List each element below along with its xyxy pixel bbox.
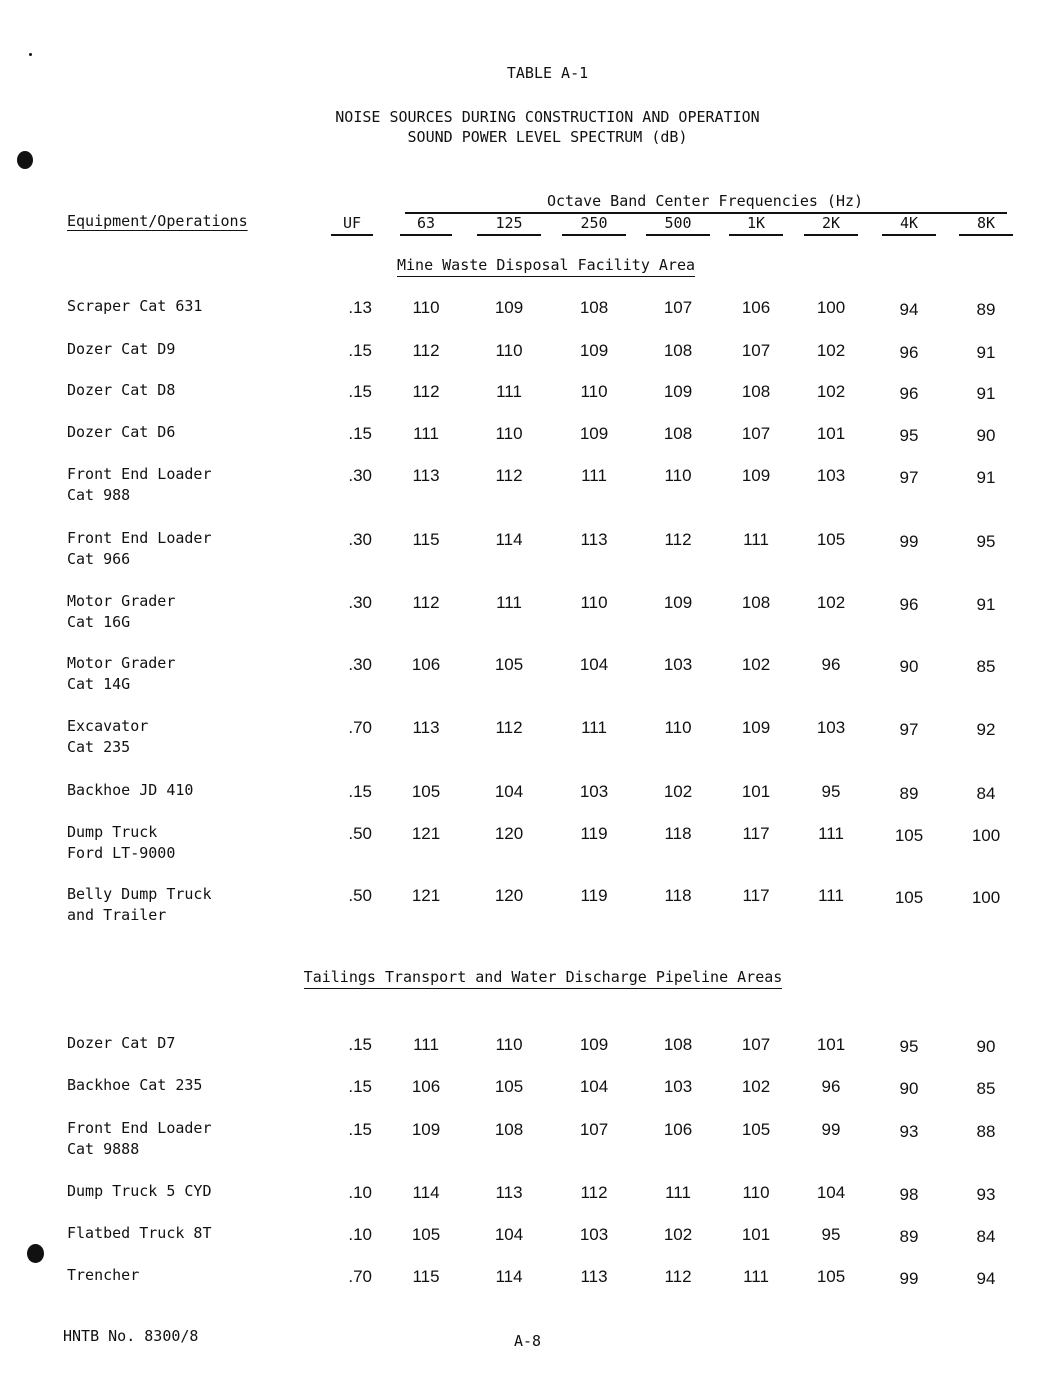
equipment-name: Trencher bbox=[67, 1266, 140, 1284]
level-63: 115 bbox=[412, 1267, 440, 1286]
level-4k: 96 bbox=[899, 384, 919, 403]
equipment-name: Scraper Cat 631 bbox=[67, 297, 203, 315]
usage-factor: .30 bbox=[348, 466, 372, 485]
frequency-header-125: 125 bbox=[495, 214, 523, 232]
frequency-header-underline bbox=[646, 234, 710, 236]
level-4k: 105 bbox=[894, 826, 924, 845]
level-63: 105 bbox=[411, 782, 441, 801]
level-8k: 95 bbox=[976, 532, 996, 551]
level-500: 111 bbox=[665, 1183, 691, 1202]
equipment-name: Belly Dump Truck and Trailer bbox=[67, 885, 212, 924]
level-500: 108 bbox=[663, 424, 693, 443]
usage-factor: .70 bbox=[348, 1267, 372, 1286]
level-500: 108 bbox=[663, 1035, 693, 1054]
level-250: 107 bbox=[579, 1120, 609, 1139]
level-500: 112 bbox=[664, 1267, 692, 1286]
level-4k: 96 bbox=[899, 595, 919, 614]
level-1k: 109 bbox=[741, 718, 771, 737]
level-500: 118 bbox=[664, 886, 692, 905]
level-8k: 93 bbox=[976, 1185, 996, 1204]
equipment-name: Front End Loader Cat 9888 bbox=[67, 1119, 212, 1158]
level-63: 115 bbox=[412, 530, 440, 549]
level-8k: 85 bbox=[976, 657, 996, 676]
level-250: 109 bbox=[579, 341, 609, 360]
level-8k: 88 bbox=[976, 1122, 996, 1141]
level-4k: 90 bbox=[899, 657, 919, 676]
level-125: 109 bbox=[494, 298, 524, 317]
level-8k: 92 bbox=[976, 720, 996, 739]
frequency-header-4k: 4K bbox=[899, 214, 919, 232]
level-63: 113 bbox=[412, 718, 440, 737]
level-4k: 97 bbox=[899, 720, 919, 739]
level-63: 121 bbox=[411, 824, 441, 843]
usage-factor: .15 bbox=[348, 782, 372, 801]
level-125: 114 bbox=[495, 530, 523, 549]
level-2k: 95 bbox=[821, 1225, 841, 1244]
level-125: 110 bbox=[495, 341, 523, 360]
level-2k: 95 bbox=[821, 782, 841, 801]
level-250: 104 bbox=[579, 1077, 609, 1096]
equipment-name: Flatbed Truck 8T bbox=[67, 1224, 212, 1242]
frequency-header-63: 63 bbox=[416, 214, 436, 232]
level-500: 108 bbox=[663, 341, 693, 360]
equipment-name: Motor Grader Cat 14G bbox=[67, 654, 176, 693]
level-1k: 117 bbox=[742, 824, 770, 843]
level-2k: 96 bbox=[821, 1077, 841, 1096]
level-63: 114 bbox=[412, 1183, 440, 1202]
level-500: 102 bbox=[663, 1225, 693, 1244]
level-250: 109 bbox=[579, 424, 609, 443]
frequency-header-underline bbox=[477, 234, 541, 236]
level-8k: 90 bbox=[976, 1037, 996, 1056]
section-title-text: Mine Waste Disposal Facility Area bbox=[397, 256, 695, 277]
level-500: 118 bbox=[664, 824, 692, 843]
level-4k: 90 bbox=[899, 1079, 919, 1098]
level-1k: 111 bbox=[743, 1267, 769, 1286]
equipment-name: Dump Truck Ford LT-9000 bbox=[67, 823, 176, 862]
level-2k: 104 bbox=[816, 1183, 846, 1202]
level-1k: 105 bbox=[741, 1120, 771, 1139]
equipment-name: Motor Grader Cat 16G bbox=[67, 592, 176, 631]
equipment-header: Equipment/Operations bbox=[67, 212, 248, 230]
level-1k: 106 bbox=[741, 298, 771, 317]
level-4k: 94 bbox=[899, 300, 919, 319]
level-8k: 84 bbox=[976, 784, 996, 803]
frequency-header-1k: 1K bbox=[746, 214, 766, 232]
level-500: 106 bbox=[663, 1120, 693, 1139]
level-4k: 99 bbox=[899, 1269, 919, 1288]
level-2k: 96 bbox=[821, 655, 841, 674]
level-63: 110 bbox=[412, 298, 440, 317]
level-250: 110 bbox=[580, 382, 608, 401]
level-250: 113 bbox=[580, 1267, 608, 1286]
level-2k: 103 bbox=[816, 718, 846, 737]
level-1k: 117 bbox=[742, 886, 770, 905]
frequency-header-underline bbox=[804, 234, 858, 236]
punch-hole-top bbox=[17, 151, 33, 169]
level-500: 109 bbox=[663, 382, 693, 401]
level-500: 110 bbox=[664, 466, 692, 485]
level-125: 114 bbox=[495, 1267, 523, 1286]
level-125: 111 bbox=[496, 593, 522, 612]
usage-factor: .50 bbox=[348, 824, 372, 843]
level-2k: 102 bbox=[816, 341, 846, 360]
level-4k: 99 bbox=[899, 532, 919, 551]
level-2k: 101 bbox=[816, 1035, 846, 1054]
table-subtitle-line1: NOISE SOURCES DURING CONSTRUCTION AND OPERATION bbox=[335, 108, 760, 126]
footer-document-number: HNTB No. 8300/8 bbox=[63, 1327, 199, 1345]
level-1k: 101 bbox=[741, 1225, 771, 1244]
level-4k: 97 bbox=[899, 468, 919, 487]
usage-factor: .15 bbox=[348, 1077, 372, 1096]
speck-mark bbox=[29, 53, 32, 56]
equipment-name: Front End Loader Cat 988 bbox=[67, 465, 212, 504]
equipment-name: Dozer Cat D7 bbox=[67, 1034, 176, 1052]
octave-band-label: Octave Band Center Frequencies (Hz) bbox=[546, 192, 864, 210]
level-63: 109 bbox=[411, 1120, 441, 1139]
level-4k: 95 bbox=[899, 1037, 919, 1056]
level-8k: 91 bbox=[976, 595, 996, 614]
usage-factor: .30 bbox=[348, 593, 372, 612]
level-2k: 105 bbox=[816, 530, 846, 549]
level-125: 104 bbox=[494, 782, 524, 801]
usage-factor: .13 bbox=[348, 298, 372, 317]
level-2k: 101 bbox=[816, 424, 846, 443]
level-1k: 108 bbox=[741, 382, 771, 401]
uf-header: UF bbox=[342, 214, 362, 232]
level-1k: 111 bbox=[743, 530, 769, 549]
level-500: 107 bbox=[663, 298, 693, 317]
level-500: 103 bbox=[663, 655, 693, 674]
usage-factor: .10 bbox=[348, 1225, 372, 1244]
frequency-header-underline bbox=[959, 234, 1013, 236]
level-250: 113 bbox=[580, 530, 608, 549]
usage-factor: .30 bbox=[348, 530, 372, 549]
usage-factor: .70 bbox=[348, 718, 372, 737]
level-4k: 105 bbox=[894, 888, 924, 907]
level-8k: 90 bbox=[976, 426, 996, 445]
usage-factor: .50 bbox=[348, 886, 372, 905]
level-8k: 100 bbox=[971, 826, 1001, 845]
level-2k: 111 bbox=[818, 824, 844, 843]
level-125: 110 bbox=[495, 424, 523, 443]
level-1k: 107 bbox=[741, 424, 771, 443]
level-250: 111 bbox=[581, 718, 607, 737]
level-1k: 108 bbox=[741, 593, 771, 612]
level-2k: 102 bbox=[816, 593, 846, 612]
level-250: 108 bbox=[579, 298, 609, 317]
level-4k: 95 bbox=[899, 426, 919, 445]
level-63: 106 bbox=[411, 1077, 441, 1096]
level-2k: 105 bbox=[816, 1267, 846, 1286]
level-4k: 89 bbox=[899, 1227, 919, 1246]
equipment-name: Dozer Cat D6 bbox=[67, 423, 176, 441]
level-125: 111 bbox=[496, 382, 522, 401]
level-500: 103 bbox=[663, 1077, 693, 1096]
uf-header-underline bbox=[331, 234, 373, 236]
level-2k: 103 bbox=[816, 466, 846, 485]
level-250: 119 bbox=[580, 886, 608, 905]
level-2k: 111 bbox=[818, 886, 844, 905]
level-8k: 84 bbox=[976, 1227, 996, 1246]
level-4k: 96 bbox=[899, 343, 919, 362]
level-125: 120 bbox=[494, 886, 524, 905]
level-250: 119 bbox=[580, 824, 608, 843]
level-63: 113 bbox=[412, 466, 440, 485]
level-63: 111 bbox=[413, 1035, 439, 1054]
frequency-header-2k: 2K bbox=[821, 214, 841, 232]
level-63: 112 bbox=[412, 341, 440, 360]
level-125: 113 bbox=[495, 1183, 523, 1202]
level-1k: 110 bbox=[742, 1183, 770, 1202]
frequency-header-underline bbox=[882, 234, 936, 236]
equipment-name: Front End Loader Cat 966 bbox=[67, 529, 212, 568]
usage-factor: .15 bbox=[348, 1120, 372, 1139]
level-8k: 91 bbox=[976, 468, 996, 487]
frequency-header-underline bbox=[729, 234, 783, 236]
section-title-text: Tailings Transport and Water Discharge Pipeline Areas bbox=[304, 968, 783, 989]
level-8k: 94 bbox=[976, 1269, 996, 1288]
level-125: 105 bbox=[494, 1077, 524, 1096]
level-125: 112 bbox=[495, 466, 523, 485]
level-8k: 91 bbox=[976, 343, 996, 362]
level-250: 104 bbox=[579, 655, 609, 674]
usage-factor: .15 bbox=[348, 382, 372, 401]
level-63: 105 bbox=[411, 1225, 441, 1244]
frequency-header-250: 250 bbox=[580, 214, 608, 232]
level-1k: 102 bbox=[741, 655, 771, 674]
usage-factor: .30 bbox=[348, 655, 372, 674]
level-250: 109 bbox=[579, 1035, 609, 1054]
equipment-name: Backhoe Cat 235 bbox=[67, 1076, 203, 1094]
level-250: 110 bbox=[580, 593, 608, 612]
equipment-name: Backhoe JD 410 bbox=[67, 781, 194, 799]
frequency-header-underline bbox=[562, 234, 626, 236]
usage-factor: .15 bbox=[348, 341, 372, 360]
level-8k: 85 bbox=[976, 1079, 996, 1098]
usage-factor: .15 bbox=[348, 424, 372, 443]
level-4k: 98 bbox=[899, 1185, 919, 1204]
level-63: 112 bbox=[412, 593, 440, 612]
level-250: 103 bbox=[579, 782, 609, 801]
equipment-name: Excavator Cat 235 bbox=[67, 717, 149, 756]
level-8k: 100 bbox=[971, 888, 1001, 907]
punch-hole-bottom bbox=[27, 1244, 44, 1263]
level-125: 112 bbox=[495, 718, 523, 737]
level-250: 112 bbox=[580, 1183, 608, 1202]
level-125: 105 bbox=[494, 655, 524, 674]
level-500: 112 bbox=[664, 530, 692, 549]
level-500: 110 bbox=[664, 718, 692, 737]
level-125: 108 bbox=[494, 1120, 524, 1139]
level-1k: 107 bbox=[741, 341, 771, 360]
level-250: 111 bbox=[581, 466, 607, 485]
level-2k: 100 bbox=[816, 298, 846, 317]
level-8k: 91 bbox=[976, 384, 996, 403]
level-1k: 102 bbox=[741, 1077, 771, 1096]
level-63: 112 bbox=[412, 382, 440, 401]
table-title: TABLE A-1 bbox=[506, 64, 589, 82]
level-2k: 99 bbox=[821, 1120, 841, 1139]
usage-factor: .10 bbox=[348, 1183, 372, 1202]
level-250: 103 bbox=[579, 1225, 609, 1244]
equipment-name: Dozer Cat D9 bbox=[67, 340, 176, 358]
level-63: 106 bbox=[411, 655, 441, 674]
level-2k: 102 bbox=[816, 382, 846, 401]
level-1k: 101 bbox=[741, 782, 771, 801]
level-125: 120 bbox=[494, 824, 524, 843]
section-title bbox=[0, 968, 1059, 986]
level-1k: 109 bbox=[741, 466, 771, 485]
level-8k: 89 bbox=[976, 300, 996, 319]
level-1k: 107 bbox=[741, 1035, 771, 1054]
level-63: 111 bbox=[413, 424, 439, 443]
footer-page-number: A-8 bbox=[514, 1332, 542, 1350]
table-subtitle-line2: SOUND POWER LEVEL SPECTRUM (dB) bbox=[407, 128, 688, 146]
level-500: 102 bbox=[663, 782, 693, 801]
section-title bbox=[0, 256, 1059, 274]
level-500: 109 bbox=[663, 593, 693, 612]
usage-factor: .15 bbox=[348, 1035, 372, 1054]
level-63: 121 bbox=[411, 886, 441, 905]
equipment-name: Dozer Cat D8 bbox=[67, 381, 176, 399]
equipment-name: Dump Truck 5 CYD bbox=[67, 1182, 212, 1200]
level-125: 110 bbox=[495, 1035, 523, 1054]
level-125: 104 bbox=[494, 1225, 524, 1244]
frequency-header-underline bbox=[400, 234, 452, 236]
level-4k: 93 bbox=[899, 1122, 919, 1141]
level-4k: 89 bbox=[899, 784, 919, 803]
frequency-header-500: 500 bbox=[664, 214, 692, 232]
frequency-header-8k: 8K bbox=[976, 214, 996, 232]
